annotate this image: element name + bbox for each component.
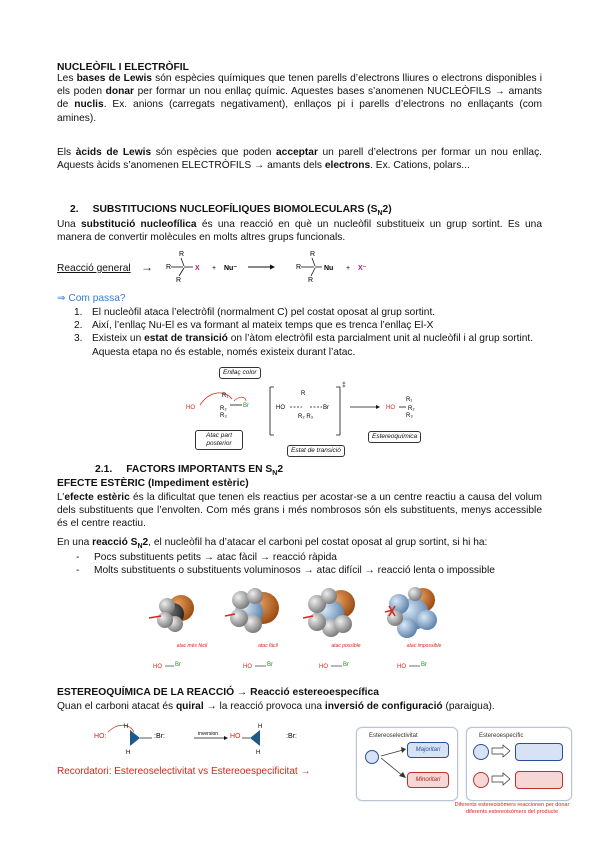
svg-text:R₃: R₃ — [220, 413, 227, 419]
model-tertiary — [387, 587, 437, 638]
paragraph-inversion: Quan el carboni atacat és quiral → la reacció provoca una inversió de configuració (paraigua). — [57, 701, 495, 712]
paragraph-lewis-acids: Els àcids de Lewis són espècies que poden acceptar un parell d’electrons per formar un nou enllaç. Aquests àcids s’anomenen ELECTRÒFILS → amants dels electrons. Ex. Cations, polars... — [57, 147, 542, 172]
section-title-nucleophile-electrophile: NUCLEÒFIL I ELECTRÒFIL — [57, 62, 189, 73]
reactant-circle — [365, 750, 379, 764]
svg-text::Br:: :Br: — [286, 733, 297, 740]
steric-bullets — [74, 551, 544, 577]
svg-text:R₂: R₂ — [408, 406, 415, 412]
plus-1: + — [212, 265, 217, 272]
svg-text:Br: Br — [243, 403, 249, 409]
svg-text:R₁: R₁ — [222, 393, 229, 399]
svg-text:Br: Br — [175, 662, 181, 668]
svg-text:HO: HO — [386, 405, 395, 411]
paragraph-lewis-bases: Les bases de Lewis són espècies químiques que tenen parells d’electrons lliures o electrons disponibles i els poden donar per formar un nou enllaç químic. Aquestes bases s’anomenen NUCLEÒFILS → amants de nuclis. Ex. anions (carregats negativament), enllaços pi i parells d’electrons no enllaçants (com amines). — [57, 73, 542, 124]
reactant-x: X — [195, 265, 200, 272]
selectivity-arrows — [379, 742, 407, 784]
svg-text:H: H — [126, 750, 131, 756]
product-box-red — [515, 771, 563, 789]
product-nu: Nu — [324, 265, 334, 272]
svg-text:R: R — [301, 391, 306, 397]
general-reaction-arrow: → — [141, 260, 153, 274]
label-stereochemistry: Estereoquímica — [368, 431, 421, 443]
reactant-r2: R — [166, 264, 172, 271]
list-item: 3. Existeix un estat de transició on l’àtom electròfil esta parcialment unit al nucleòfil i al grup sortint. Aquesta etapa no és estable, només existeix durant l’atac. — [74, 333, 534, 358]
mechanism-steps-list — [72, 306, 542, 359]
inversion-label: inversion — [198, 731, 219, 737]
svg-text:R₂ R₃: R₂ R₃ — [298, 414, 314, 420]
svg-text:R₂: R₂ — [220, 406, 227, 412]
svg-text:HO: HO — [243, 664, 252, 670]
paragraph-steric-effect: L’efecte estèric és la dificultat que tenen els reactius per acostar-se a un centre reactiu a causa del volum dels substituents que l’envolten. Com més grans i més nombrosos són els substituents, menys accessible és el centre reactiu. — [57, 492, 542, 530]
reactant-r1: R — [179, 251, 185, 258]
svg-text:H: H — [258, 724, 263, 730]
model-primary — [230, 588, 279, 633]
svg-text::Br:: :Br: — [154, 733, 165, 740]
section-heading-factors: 2.1. FACTORS IMPORTANTS EN $S_N2$ — [95, 464, 284, 478]
panel-stereoselectivity-title: Estereoselectivitat — [369, 733, 418, 739]
model-methyl — [157, 595, 194, 632]
reactant-r3: R — [176, 277, 182, 284]
list-item: 2. Així, l’enllaç Nu-El es va formant al mateix temps que es trenca l’enllaç El-X — [74, 320, 434, 332]
minor-product: Minoritari — [407, 772, 449, 788]
label-back-attack: Atac part posterior — [195, 430, 243, 450]
svg-text:HO: HO — [153, 664, 162, 670]
product-r3: R — [308, 277, 314, 284]
general-reaction-diagram — [160, 248, 390, 288]
panel-stereospecific-title: Estereoespecífic — [479, 733, 524, 739]
svg-text:HO: HO — [186, 405, 195, 411]
svg-text:H: H — [256, 750, 261, 756]
svg-text:Br: Br — [267, 662, 273, 668]
label-leaving-bond: Enllaç color — [219, 367, 261, 379]
panel-stereoselectivity — [356, 727, 458, 801]
reactant-circle-blue — [473, 744, 489, 760]
list-item: 1. El nucleòfil ataca l’electròfil (normalment C) pel costat oposat al grup sortint. — [74, 307, 436, 318]
panel-stereospecific — [466, 727, 572, 801]
ball-label-3: atac possible — [331, 643, 361, 649]
how-it-happens-title: ⇒ Com passa? — [57, 293, 126, 304]
svg-text:HO: HO — [397, 664, 406, 670]
nucleophile-nu-minus: Nu⁻ — [224, 265, 238, 272]
major-product: Majoritari — [407, 742, 449, 758]
list-item: - Pocs substituents petits → atac fàcil → reacció ràpida — [76, 552, 337, 563]
product-r2: R — [296, 264, 302, 271]
product-box-blue — [515, 743, 563, 761]
model-secondary — [308, 588, 355, 637]
svg-text:HO: HO — [230, 733, 241, 740]
svg-text:HO: HO — [276, 405, 285, 411]
list-item: - Molts substituents o substituents voluminosos → atac difícil → reacció lenta o impossible — [76, 565, 495, 577]
general-reaction-label: Reacció general — [57, 263, 131, 274]
stereospecific-footnote: Diferents estereoisòmers reaccionen per donar diferents estereoisòmers del producte — [454, 802, 570, 815]
reactant-circle-red — [473, 772, 489, 788]
paragraph-nucleophilic-substitution: Una substitució nucleofílica és una reacció en què un nucleòfil substitueix un grup sortint. Es una manera de convertir molècules en molts altres grups funcionals. — [57, 219, 542, 244]
svg-text:HO: HO — [319, 664, 328, 670]
steric-effect-title: EFECTE ESTÈRIC (Impediment estèric) — [57, 478, 249, 489]
inversion-diagram — [90, 718, 330, 760]
label-transition-state: Estat de transició — [287, 445, 345, 457]
svg-text:Br: Br — [343, 662, 349, 668]
stereochemistry-title: ESTEREOQUÍMICA DE LA REACCIÓ → Reacció estereoespecífica — [57, 687, 379, 698]
plus-2: + — [346, 265, 351, 272]
leaving-group-x-minus: X⁻ — [358, 265, 367, 272]
ball-label-2: atac fàcil — [258, 643, 278, 649]
ball-label-4: atac impossible — [406, 643, 442, 649]
section-heading-sn2: 2. SUBSTITUCIONS NUCLEOFÍLIQUES BIOMOLECULARS $(S_N2)$ — [70, 204, 392, 218]
svg-text:‡: ‡ — [342, 382, 346, 389]
specific-arrows — [491, 744, 511, 788]
svg-text:R₃: R₃ — [406, 413, 413, 419]
reminder-text: Recordatori: Estereoselectivitat vs Estereoespecificitat → — [57, 766, 311, 777]
ball-label-1: atac més fàcil — [176, 643, 208, 649]
svg-text:HO:: HO: — [94, 733, 107, 740]
svg-text:H: H — [124, 724, 129, 730]
paragraph-sn2-attack: En una reacció $S_N2$, el nucleòfil ha d’atacar el carboni pel costat oposat al grup sortint, si hi ha: — [57, 537, 488, 551]
svg-text:R₁: R₁ — [406, 397, 413, 403]
steric-models-figure — [145, 582, 465, 682]
product-r1: R — [310, 251, 316, 258]
svg-text:Br: Br — [421, 662, 427, 668]
svg-text:Br: Br — [323, 405, 329, 411]
